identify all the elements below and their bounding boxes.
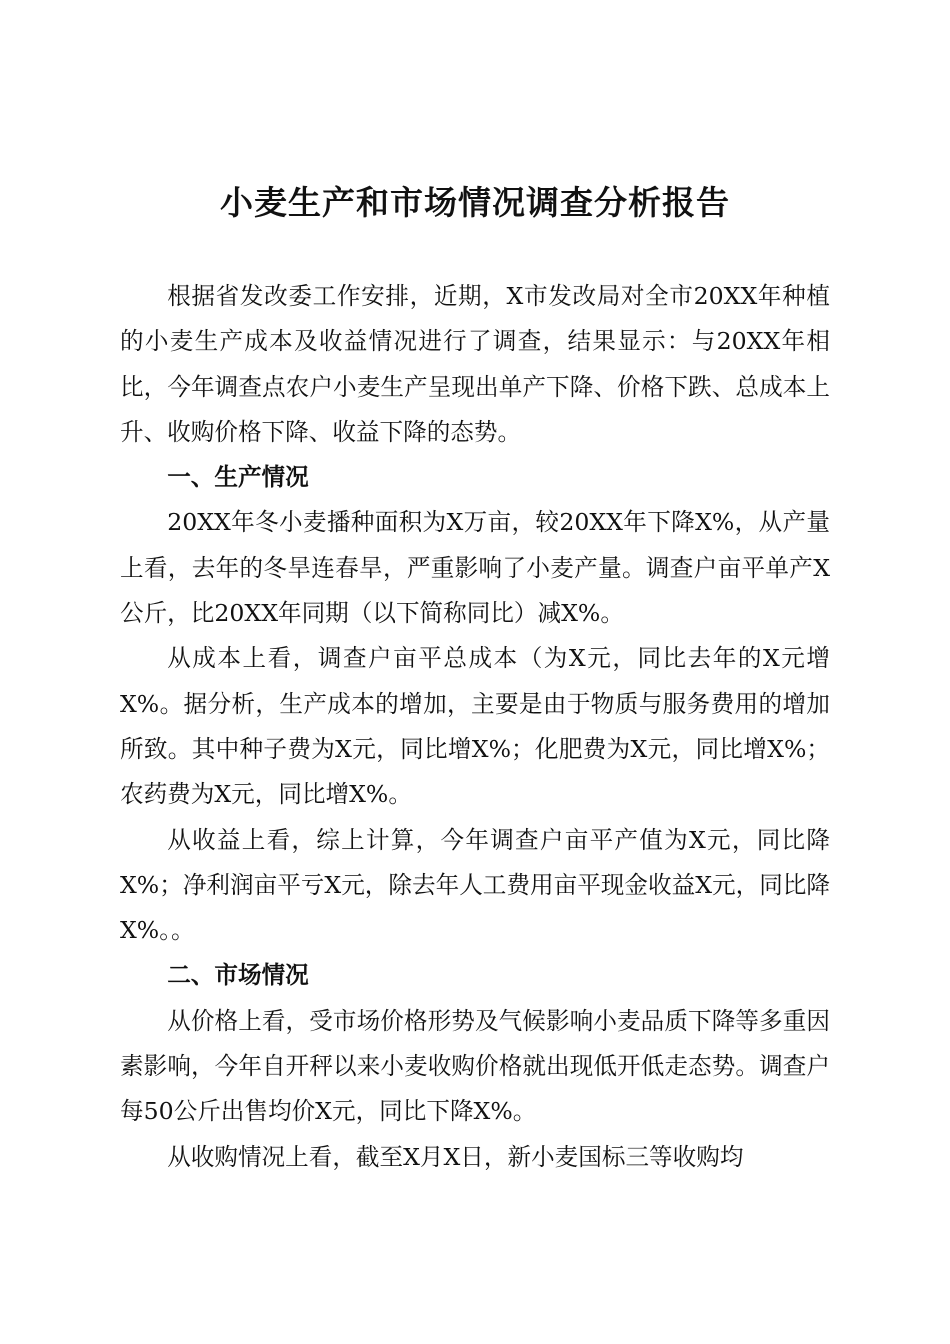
document-title: 小麦生产和市场情况调查分析报告: [220, 183, 730, 222]
purchase-paragraph: 从收购情况上看，截至X月X日，新小麦国标三等收购均: [167, 1142, 744, 1171]
section-heading-production: 一、生产情况: [167, 463, 309, 492]
intro-paragraph: 根据省发改委工作安排，近期，X市发改局对全市20XX年种植的小麦生产成本及收益情况进行了调查，结果显示：与20XX年相比，今年调查点农户小麦生产呈现出单产下降、价格下跌、总成本上升、收购价格下降、收益下降的态势。: [120, 282, 830, 446]
production-paragraph: 20XX年冬小麦播种面积为X万亩，较20XX年下降X%，从产量上看，去年的冬旱连春旱，严重影响了小麦产量。调查户亩平单产X公斤，比20XX年同期（以下简称同比）减X%。: [120, 508, 830, 628]
cost-paragraph: 从成本上看，调查户亩平总成本（为X元，同比去年的X元增X%。据分析，生产成本的增加，主要是由于物质与服务费用的增加所致。其中种子费为X元，同比增X%；化肥费为X元，同比增X%；农药费为X元，同比增X%。: [120, 644, 830, 809]
price-paragraph: 从价格上看，受市场价格形势及气候影响小麦品质下降等多重因素影响，今年自开秤以来小麦收购价格就出现低开低走态势。调查户每50公斤出售均价X元，同比下降X%。: [120, 1006, 830, 1126]
document-body: [120, 274, 830, 1180]
section-heading-market: 二、市场情况: [167, 961, 309, 990]
income-paragraph: 从收益上看，综上计算，今年调查户亩平产值为X元，同比降X%；净利润亩平亏X元，除去年人工费用亩平现金收益X元，同比降X%。。: [120, 825, 830, 945]
